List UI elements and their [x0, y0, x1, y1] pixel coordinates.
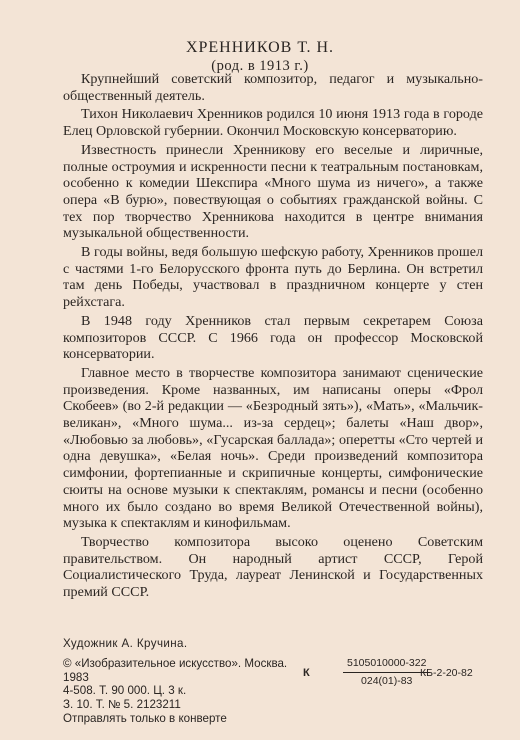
order-line: З. 10. Т. № 5. 2123211 — [63, 698, 181, 712]
header — [0, 38, 520, 75]
fraction-numerator: 5105010000-322 — [343, 657, 430, 673]
fraction-denominator: 024(01)-83 — [361, 674, 413, 687]
publisher-line: © «Изобразительное искусство». Москва. 1983 — [63, 656, 288, 684]
imprint-lines — [63, 657, 293, 726]
page-subtitle: (род. в 1913 г.) — [211, 58, 309, 74]
paragraph-career: В 1948 году Хренников стал первым секретарем Союза композиторов СССР. С 1966 года он профессор Московской консерватории. — [63, 312, 483, 363]
k-letter: К — [303, 666, 310, 679]
catalog-fraction — [343, 657, 430, 689]
paragraph-intro: Крупнейший советский композитор, педагог и музыкально-общественный деятель. — [63, 71, 483, 104]
paragraph-fame: Известность принесли Хренникову его веселые и лиричные, полные остроумия и искренности песни к театральным постановкам, особенно к комедии Шекспира «Много шума из ничего», а также опера «В бурю», повествующая о событиях гражданской войны. С тех пор творчество Хренникова находится в центре внимания музыкальной общественности. — [63, 141, 483, 242]
biography-text — [63, 71, 483, 603]
paragraph-birth: Тихон Николаевич Хренников родился 10 июня 1913 года в городе Елец Орловской губернии. Окончил Московскую консерваторию. — [63, 106, 483, 140]
print-run-line: 4-508. Т. 90 000. Ц. 3 к. — [63, 684, 187, 698]
imprint — [63, 637, 483, 726]
artist-credit: Художник А. Кручина. — [63, 637, 188, 650]
imprint-details — [63, 657, 483, 726]
catalog-code — [293, 657, 483, 713]
paragraph-honors: Творчество композитора высоко оценено Советским правительством. Он народный артист СССР, Герой Социалистического Труда, лауреат Ленинской и Государственных премий СССР. — [63, 533, 483, 601]
paragraph-war: В годы войны, ведя большую шефскую работу, Хренников прошел с частями 1-го Белорусского фронта путь до Берлина. Он встретил там день Победы, участвовал в праздничном концерте у стен рейхстага. — [63, 244, 483, 311]
kb-code: КБ-2-20-82 — [420, 666, 473, 679]
paragraph-works: Главное место в творчестве композитора занимают сценические произведения. Кроме названных, им написаны оперы «Фрол Скобеев» (во 2-й редакции — «Безродный зять»), «Мать», «Мальчик-великан», «Много шума... из-за сердец»; балеты «Наш двор», «Любовью за любовь», «Гусарская баллада»; оперетты «Сто чертей и одна девушка», «Белая ночь». Среди произведений композитора симфонии, фортепианные и скрипичные концерты, симфонические сюиты на основе музыки к спектаклям, романсы и песни (особенно много их было создано во время Великой Отечественной войны), музыка к спектаклям и кинофильмам. — [63, 364, 483, 532]
page-title: ХРЕННИКОВ Т. Н. — [185, 39, 335, 56]
mailing-note: Отправлять только в конверте — [63, 711, 227, 725]
